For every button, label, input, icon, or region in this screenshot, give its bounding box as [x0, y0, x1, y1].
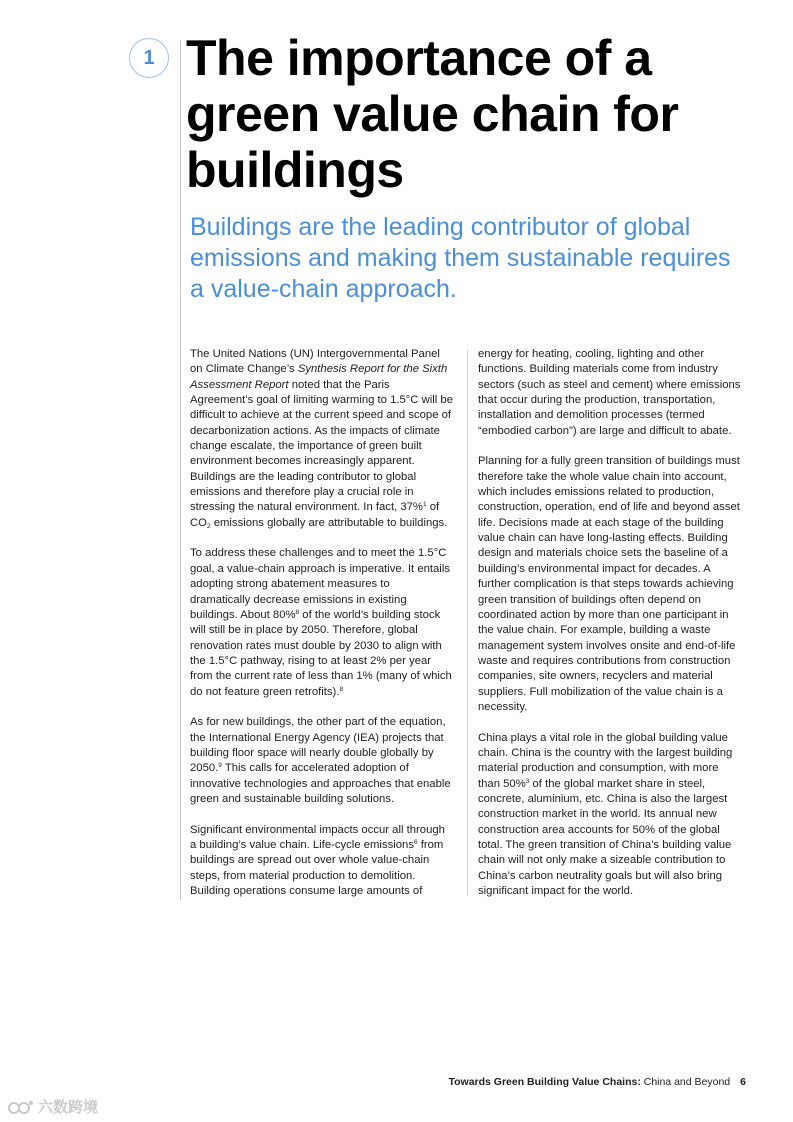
page-title: The importance of a green value chain for buildings	[186, 30, 679, 198]
footnote-ref: 6	[413, 839, 418, 846]
footnote-ref: 8	[295, 608, 300, 616]
right-column	[478, 347, 741, 899]
paragraph: Significant environmental impacts occur all through a building’s value chain. Life-cycle emissions$^6$ from buildings are spread out over whole value-chain steps, from material production to demolition. Building operations consume large amounts of	[190, 823, 445, 898]
paragraph: energy for heating, cooling, lighting and other functions. Building materials come from industry sectors (such as steel and cement) where emissions that occur during the production, transportation, installation and demolition processes (termed “embodied carbon”) are large and difficult to abate.	[478, 348, 741, 437]
paragraph: China plays a vital role in the global building value chain. China is the country with the largest building material production and consumption, with more than 50%$^3$ of the global market share in steel, concrete, aluminium, etc. China is also the largest construction market in the world. Its annual new construction area accounts for 50% of the global total. The green transition of China’s building value chain will not only make a sizeable contribution to China’s carbon neutrality goals but will also bring significant impact for the world.	[478, 731, 733, 898]
paragraph: The United Nations (UN) Intergovernmental Panel on Climate Change’s Synthesis Report for the Sixth Assessment Report noted that the Paris Agreement’s goal of limiting warming to 1.5°C will be difficult to achieve at the current speed and scope of decarbonization actions. As the impacts of climate change escalate, the importance of green built environment becomes increasingly apparent. Buildings are the leading contributor to global emissions and therefore play a crucial role in stressing the natural environment. In fact, 37%$^1$ of $CO_2$ emissions globally are attributable to buildings.	[190, 348, 454, 530]
page-footer	[420, 1076, 746, 1088]
paragraph: As for new buildings, the other part of the equation, the International Energy Agency (IEA) projects that building floor space will nearly double globally by 2050.$^9$ This calls for accelerated adoption of innovative technologies and approaches that enable green and sustainable building solutions.	[190, 716, 451, 805]
vertical-rule	[180, 40, 181, 900]
footnote-ref: 9	[218, 762, 222, 770]
footer-report-subtitle: China and Beyond	[640, 1076, 731, 1088]
page-subtitle: Buildings are the leading contributor of global emissions and making them sustainable requires a value-chain approach.	[190, 213, 731, 303]
chapter-number: 1	[143, 46, 155, 69]
footnote-ref: 1	[422, 501, 427, 509]
watermark	[8, 1096, 98, 1117]
footer-report-title: Towards Green Building Value Chains:	[448, 1076, 641, 1088]
page-number: 6	[740, 1076, 746, 1088]
watermark-text: 六数跨境	[38, 1099, 99, 1116]
column-divider	[467, 350, 468, 896]
chapter-number-badge	[129, 38, 169, 78]
paragraph: To address these challenges and to meet the 1.5°C goal, a value-chain approach is imperative. It entails adopting strong abatement measures to dramatically decrease emissions in existing buildings. About 80%$^8$ of the world’s building stock will still be in place by 2050. Therefore, global renovation rates must double by 2030 to align with the 1.5°C pathway, rising to at least 2% per year from the current rate of less than 1% (many of which do not feature green retrofits).$^8$	[190, 547, 452, 698]
footnote-ref: 3	[525, 777, 530, 785]
footnote-ref: 8	[339, 685, 344, 693]
watermark-logo-icon	[8, 1099, 34, 1115]
paragraph: Planning for a fully green transition of buildings must therefore take the whole value chain into account, which includes emissions related to production, construction, operation, end of life and beyond asset life. Decisions made at each stage of the building value chain can have long-lasting effects. Building design and materials choice sets the baseline of a building’s environmental impact for decades. A further complication is that steps towards achieving green transition of buildings often depend on coordinated action by more than one participant in the value chain. For example, building a waste management system involves onsite and end-of-life waste and requires contributions from construction companies, site owners, recyclers and material suppliers. Full mobilization of the value chain is a necessity.	[478, 455, 740, 713]
left-column	[190, 347, 453, 899]
